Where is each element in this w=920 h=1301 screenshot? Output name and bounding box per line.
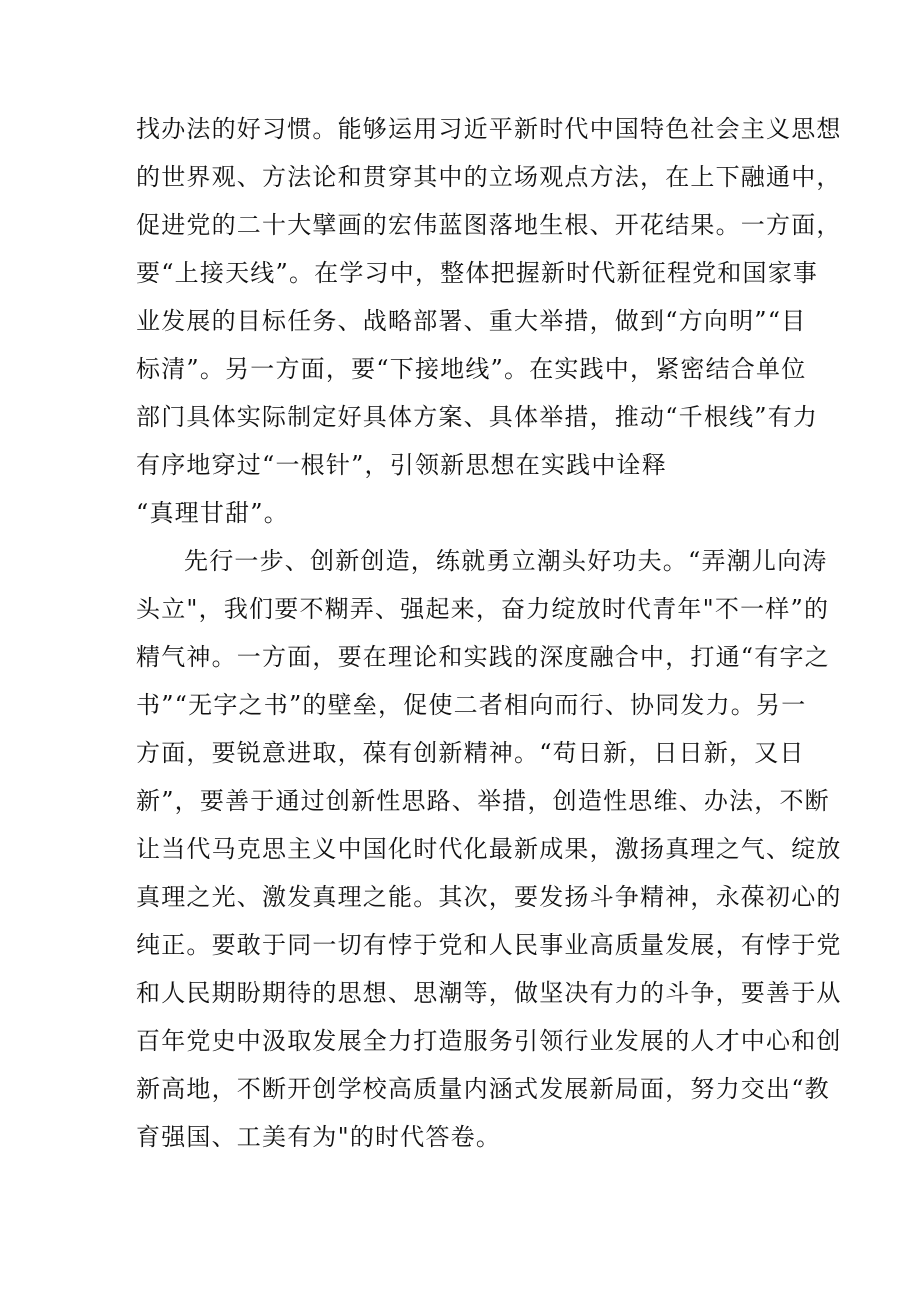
paragraph-line: 找办法的好习惯。能够运用习近平新时代中国特色社会主义思想	[136, 115, 842, 143]
document-body	[136, 105, 842, 1161]
paragraph-line: 和人民期盼期待的思想、思潮等，做坚决有力的斗争，要善于从	[136, 979, 842, 1007]
paragraph-line: 新”，要善于通过创新性思路、举措，创造性思维、办法，不断	[136, 787, 830, 815]
paragraph-line: 百年党史中汲取发展全力打造服务引领行业发展的人才中心和创	[136, 1027, 842, 1055]
paragraph-line: 有序地穿过“一根针”，引领新思想在实践中诠释	[136, 451, 667, 479]
paragraph-line: 让当代马克思主义中国化时代化最新成果，激扬真理之气、绽放	[136, 835, 842, 863]
paragraph-line: 纯正。要敢于同一切有悖于党和人民事业高质量发展，有悖于党	[136, 931, 842, 959]
paragraph-line: 新高地，不断开创学校高质量内涵式发展新局面，努力交出“教	[136, 1075, 830, 1103]
paragraph-1	[136, 105, 842, 537]
paragraph-line: 业发展的目标任务、战略部署、重大举措，做到“方向明”“目	[136, 307, 807, 335]
paragraph-line: 方面，要锐意进取，葆有创新精神。“苟日新，日日新，又日	[136, 739, 805, 767]
paragraph-line: 真理之光、激发真理之能。其次，要发扬斗争精神，永葆初心的	[136, 883, 842, 911]
paragraph-line: 的世界观、方法论和贯穿其中的立场观点方法，在上下融通中，	[136, 163, 842, 191]
paragraph-line: 精气神。一方面，要在理论和实践的深度融合中，打通“有字之	[136, 643, 830, 671]
paragraph-line: “真理甘甜”。	[136, 499, 289, 527]
paragraph-line: 要“上接天线”。在学习中，整体把握新时代新征程党和国家事	[136, 259, 819, 287]
paragraph-line: 标清”。另一方面，要“下接地线”。在实践中，紧密结合单位	[136, 355, 807, 383]
paragraph-line: 育强国、工美有为"的时代答卷。	[136, 1123, 502, 1151]
paragraph-line: 促进党的二十大擘画的宏伟蓝图落地生根、开花结果。一方面，	[136, 211, 842, 239]
paragraph-line: 头立"，我们要不糊弄、强起来，奋力绽放时代青年"不一样”的	[136, 595, 830, 623]
paragraph-2	[136, 537, 842, 1161]
paragraph-line: 书”“无字之书”的壁垒，促使二者相向而行、协同发力。另一	[136, 691, 807, 719]
paragraph-line: 先行一步、创新创造，练就勇立潮头好功夫。“弄潮儿向涛	[184, 547, 828, 575]
paragraph-line: 部门具体实际制定好具体方案、具体举措，推动“千根线”有力	[136, 403, 819, 431]
